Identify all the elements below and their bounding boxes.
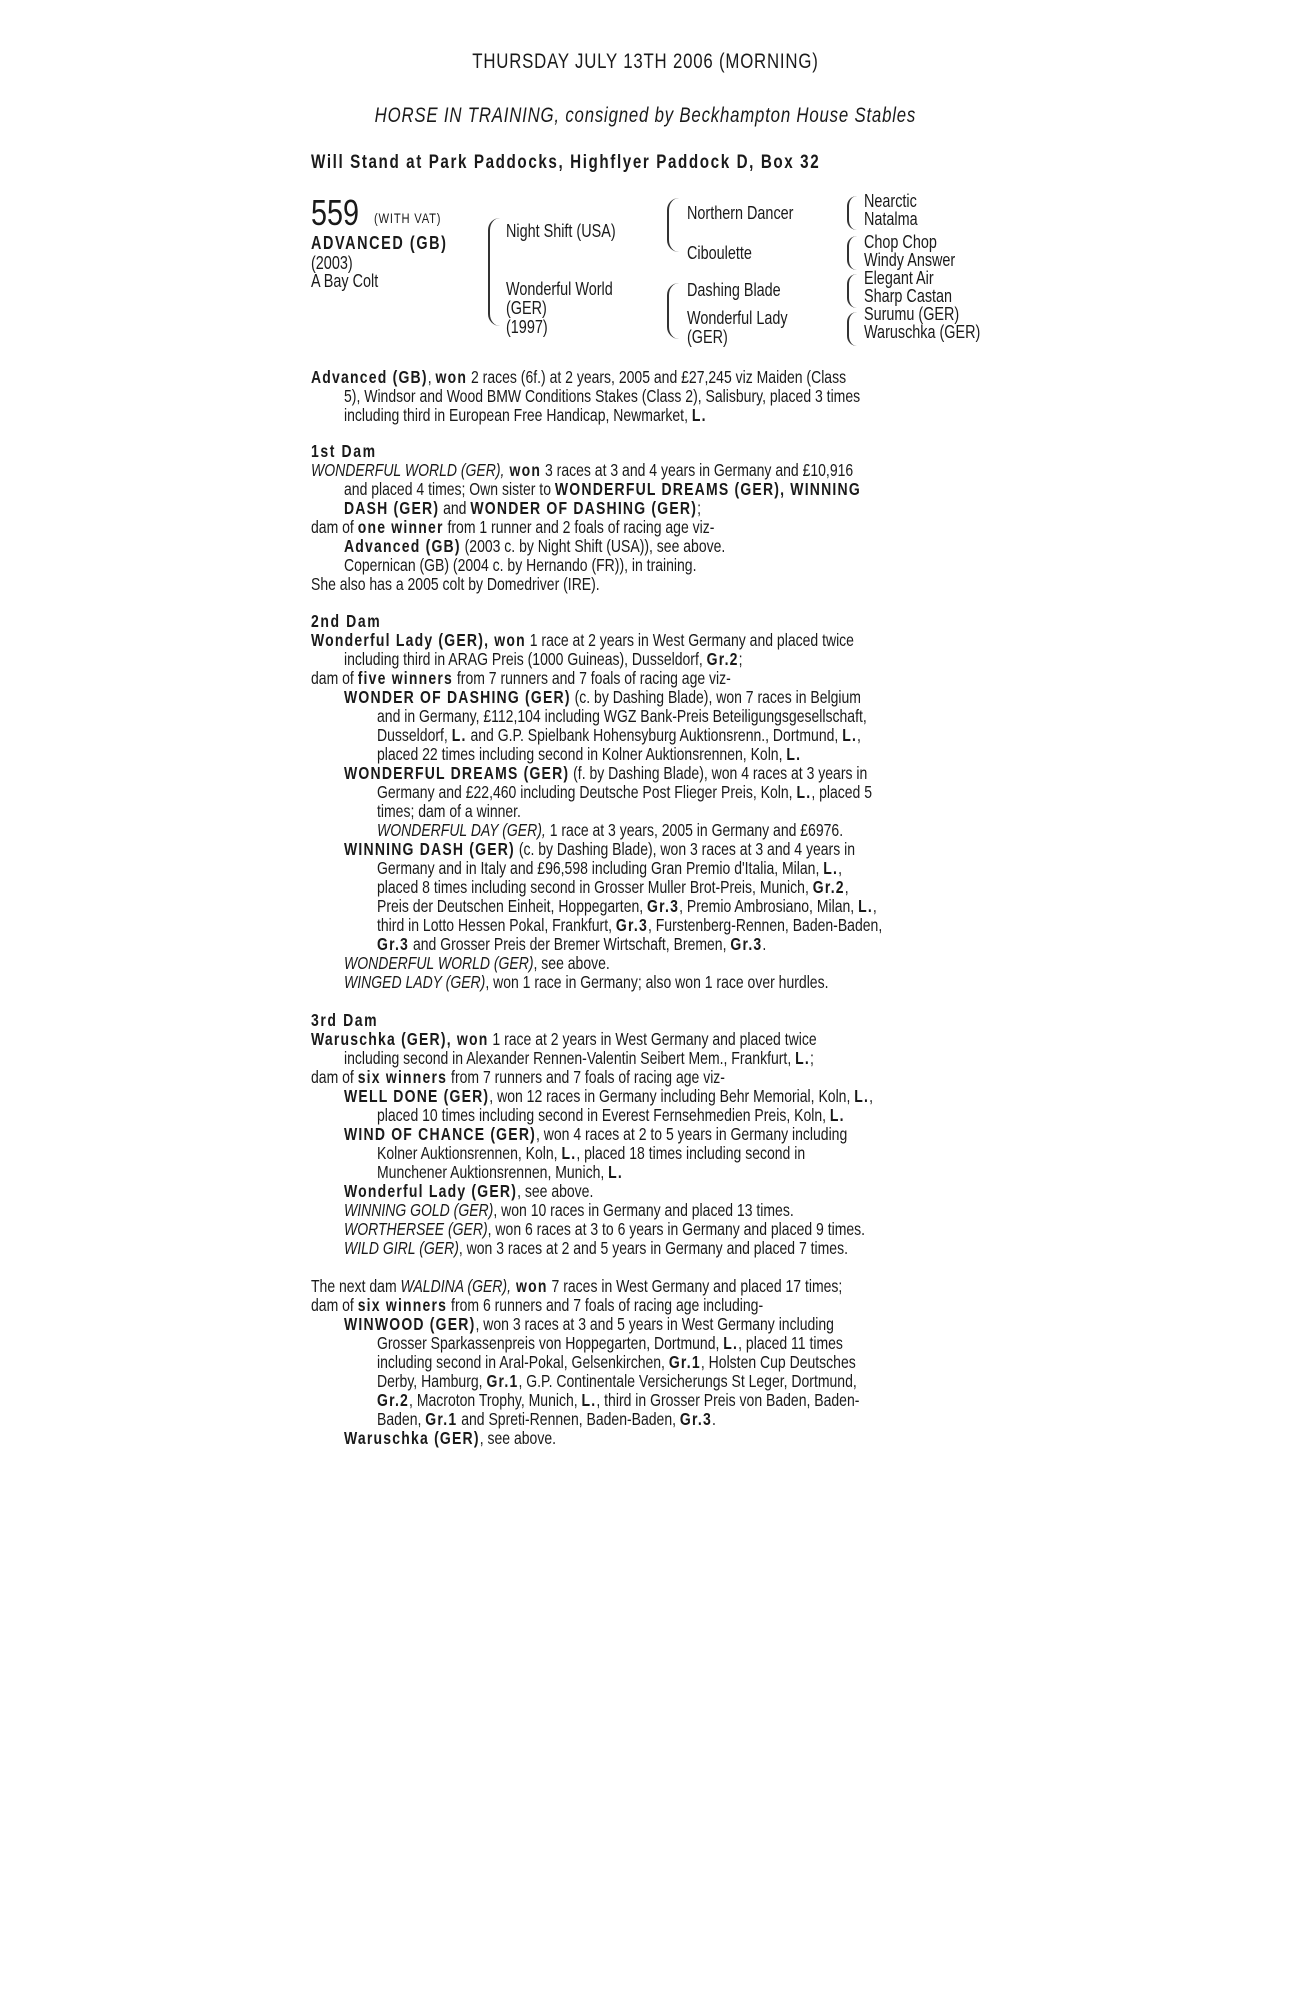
pedigree-sire-dam: Ciboulette bbox=[687, 243, 752, 263]
pedigree-gen3: Nearctic Natalma Chop Chop Windy Answer Elegant Air Sharp Castan Surumu (GER) Waruschka (GER) bbox=[864, 191, 981, 342]
lot-number: 559 bbox=[311, 192, 360, 233]
horse-name: ADVANCED (GB) bbox=[311, 233, 448, 253]
sale-date-heading: THURSDAY JULY 13TH 2006 (MORNING) bbox=[471, 50, 819, 73]
pedigree-sire-sire: Northern Dancer bbox=[687, 203, 794, 223]
second-dam-section: 2nd Dam Wonderful Lady (GER), won 1 race at 2 years in West Germany and placed twice including third in ARAG Preis (1000 Guineas), Dusseldorf, Gr.2; dam of five winners from 7 runners and 7 foals of racing age viz- WONDER OF DASHING (GER) (c. by Dashing Blade), won 7 races in Belgium and in Germany, £112,104 including WGZ Bank-Preis Beteiligungsgesellschaft, Dusseldorf, L. and G.P. Spielbank Hohensyburg Auktionsrenn., Dortmund, L., placed 22 times including second in Kolner Auktionsrennen, Koln, L. WONDERFUL DREAMS (GER) (f. by Dashing Blade), won 4 races at 3 years in Germany and £22,460 including Deutsche Post Flieger Preis, Koln, L., placed 5 times; dam of a winner. WONDERFUL DAY (GER), 1 race at 3 years, 2005 in Germany and £6976. WINNING DASH (GER) (c. by Dashing Blade), won 3 races at 3 and 4 years in Germany and in Italy and £96,598 including Gran Premio d'Italia, Milan, L., placed 8 times including second in Grosser Muller Brot-Preis, Munich, Gr.2, Preis der Deutschen Einheit, Hoppegarten, Gr.3, Premio Ambrosiano, Milan, L., third in Lotto Hessen Pokal, Frankfurt, Gr.3, Furstenberg-Rennen, Baden-Baden, Gr.3 and Grosser Preis der Bremer Wirtschaft, Bremen, Gr.3. WONDERFUL WORLD (GER), see above. WINGED LADY (GER), won 1 race in Germany; also won 1 race over hurdles. bbox=[311, 611, 883, 992]
third-dam-heading: 3rd Dam bbox=[311, 1010, 379, 1030]
pedigree-brace-3c bbox=[847, 274, 857, 308]
pedigree-dam-sire: Dashing Blade bbox=[687, 280, 781, 300]
pedigree-brace-3d bbox=[847, 312, 857, 346]
pedigree-sire: Night Shift (USA) bbox=[506, 221, 616, 241]
pedigree-brace-3a bbox=[847, 196, 857, 230]
vat-note: (WITH VAT) bbox=[374, 210, 442, 226]
first-dam-section: 1st Dam WONDERFUL WORLD (GER), won 3 races at 3 and 4 years in Germany and £10,916 and placed 4 times; Own sister to WONDERFUL DREAMS (GER), WINNING DASH (GER) and WONDER OF DASHING (GER); dam of one winner from 1 runner and 2 foals of racing age viz- Advanced (GB) (2003 c. by Night Shift (USA)), see above. Copernican (GB) (2004 c. by Hernando (FR)), in training. She also has a 2005 colt by Domedriver (IRE). bbox=[311, 441, 861, 594]
horse-description: A Bay Colt bbox=[311, 271, 379, 291]
race-record-summary: Advanced (GB), won 2 races (6f.) at 2 years, 2005 and £27,245 viz Maiden (Class 5), Windsor and Wood BMW Conditions Stakes (Class 2), Salisbury, placed 3 times including third in European Free Handicap, Newmarket, L. bbox=[311, 367, 861, 425]
pedigree-brace-1 bbox=[488, 218, 500, 326]
location-line: Will Stand at Park Paddocks, Highflyer Paddock D, Box 32 bbox=[311, 152, 821, 173]
foaling-year: (2003) bbox=[311, 253, 353, 273]
first-dam-heading: 1st Dam bbox=[311, 441, 377, 461]
pedigree-brace-2b bbox=[667, 283, 679, 339]
pedigree-brace-3b bbox=[847, 236, 857, 270]
third-dam-section: 3rd Dam Waruschka (GER), won 1 race at 2 years in West Germany and placed twice including second in Alexander Rennen-Valentin Seibert Mem., Frankfurt, L.; dam of six winners from 7 runners and 7 foals of racing age viz- WELL DONE (GER), won 12 races in Germany including Behr Memorial, Koln, L., placed 10 times including second in Everest Fernsehmedien Preis, Koln, L. WIND OF CHANCE (GER), won 4 races at 2 to 5 years in Germany including Kolner Auktionsrennen, Koln, L., placed 18 times including second in Munchener Auktionsrennen, Munich, L. Wonderful Lady (GER), see above. WINNING GOLD (GER), won 10 races in Germany and placed 13 times. WORTHERSEE (GER), won 6 races at 3 to 6 years in Germany and placed 9 times. WILD GIRL (GER), won 3 races at 2 and 5 years in Germany and placed 7 times. bbox=[311, 1010, 873, 1258]
second-dam-heading: 2nd Dam bbox=[311, 611, 382, 631]
pedigree-dam: Wonderful World (GER) (1997) bbox=[506, 279, 613, 337]
consignment-line: HORSE IN TRAINING, consigned by Beckhampton House Stables bbox=[374, 104, 916, 127]
next-dam-section: The next dam WALDINA (GER), won 7 races in West Germany and placed 17 times; dam of six winners from 6 runners and 7 foals of racing age including- WINWOOD (GER), won 3 races at 3 and 5 years in West Germany including Grosser Sparkassenpreis von Hoppegarten, Dortmund, L., placed 11 times including second in Aral-Pokal, Gelsenkirchen, Gr.1, Holsten Cup Deutsches Derby, Hamburg, Gr.1, G.P. Continentale Versicherungs St Leger, Dortmund, Gr.2, Macroton Trophy, Munich, L., third in Grosser Preis von Baden, Baden- Baden, Gr.1 and Spreti-Rennen, Baden-Baden, Gr.3. Waruschka (GER), see above. bbox=[311, 1276, 860, 1448]
pedigree-brace-2a bbox=[667, 198, 679, 252]
pedigree-dam-dam: Wonderful Lady (GER) bbox=[687, 308, 788, 347]
